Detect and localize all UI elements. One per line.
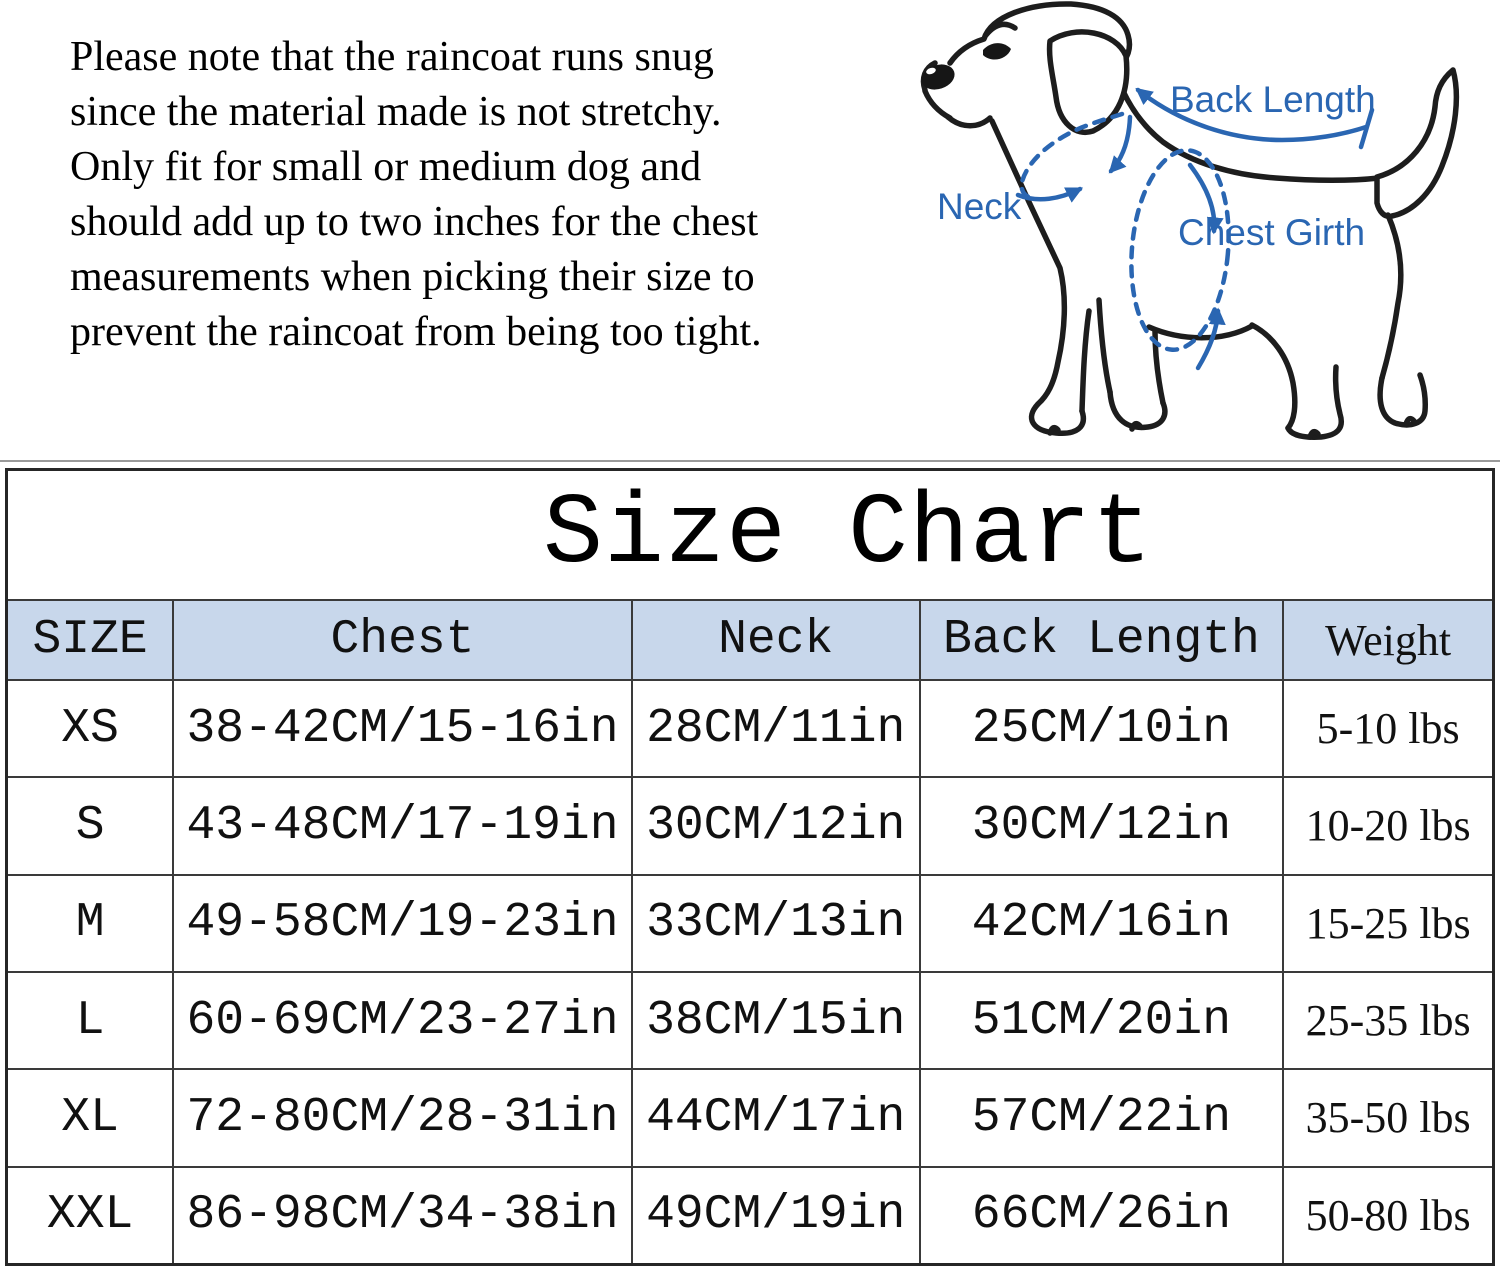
cell-weight: 10-20 lbs [1305,801,1471,851]
dog-measurement-diagram [880,0,1500,450]
size-chart-table [5,468,1495,1266]
cell-back-length: 42CM/16in [921,876,1285,971]
neck-label: Neck [937,186,1022,227]
cell-chest: 60-69CM/23-27in [174,973,633,1068]
table-row [8,776,1492,873]
cell-chest: 72-80CM/28-31in [174,1070,633,1165]
note-line: should add up to two inches for the chest [70,199,759,245]
note-paragraph [70,30,930,360]
cell-chest: 86-98CM/34-38in [174,1168,633,1263]
cell-size: XS [8,681,174,776]
header-cell-chest: Chest [174,601,633,679]
dog-eye [983,43,1011,59]
table-row [8,1068,1492,1165]
withers-arrow [1111,117,1130,171]
cell-neck: 44CM/17in [633,1070,921,1165]
header-cell-weight: Weight [1325,615,1452,665]
cell-weight: 15-25 lbs [1305,898,1471,948]
back-length-label: Back Length [1170,79,1376,120]
note-line: Please note that the raincoat runs snug [70,34,714,80]
cell-back-length: 51CM/20in [921,973,1285,1068]
cell-chest: 43-48CM/17-19in [174,778,633,873]
cell-back-length: 57CM/22in [921,1070,1285,1165]
note-line: prevent the raincoat from being too tight. [70,309,762,355]
cell-neck: 38CM/15in [633,973,921,1068]
cell-neck: 49CM/19in [633,1168,921,1263]
cell-weight: 5-10 lbs [1316,704,1460,754]
cell-weight: 50-80 lbs [1305,1190,1471,1240]
table-header [8,599,1492,681]
chest-girth-label: Chest Girth [1178,212,1366,253]
header-cell-back-length: Back Length [921,601,1285,679]
cell-back-length: 25CM/10in [921,681,1285,776]
table-row [8,1166,1492,1263]
note-line: since the material made is not stretchy. [70,89,722,135]
cell-size: XL [8,1070,174,1165]
cell-size: S [8,778,174,873]
table-row [8,874,1492,971]
cell-weight: 35-50 lbs [1305,1093,1471,1143]
cell-chest: 38-42CM/15-16in [174,681,633,776]
cell-weight: 25-35 lbs [1305,996,1471,1046]
table-title-text: Size Chart [542,478,1154,592]
cell-size: XXL [8,1168,174,1263]
table-row [8,681,1492,776]
cell-neck: 33CM/13in [633,876,921,971]
cell-back-length: 30CM/12in [921,778,1285,873]
header-cell-neck: Neck [633,601,921,679]
note-line: measurements when picking their size to [70,254,755,300]
note-line: Only fit for small or medium dog and [70,144,702,190]
cell-size: L [8,973,174,1068]
cell-neck: 30CM/12in [633,778,921,873]
dog-tail [1377,70,1456,216]
table-row [8,971,1492,1068]
cell-back-length: 66CM/26in [921,1168,1285,1263]
cell-neck: 28CM/11in [633,681,921,776]
table-top-hairline [0,460,1500,462]
cell-chest: 49-58CM/19-23in [174,876,633,971]
header-cell-size: SIZE [8,601,174,679]
table-title [8,471,1492,599]
cell-size: M [8,876,174,971]
dog-illustration [880,0,1500,450]
